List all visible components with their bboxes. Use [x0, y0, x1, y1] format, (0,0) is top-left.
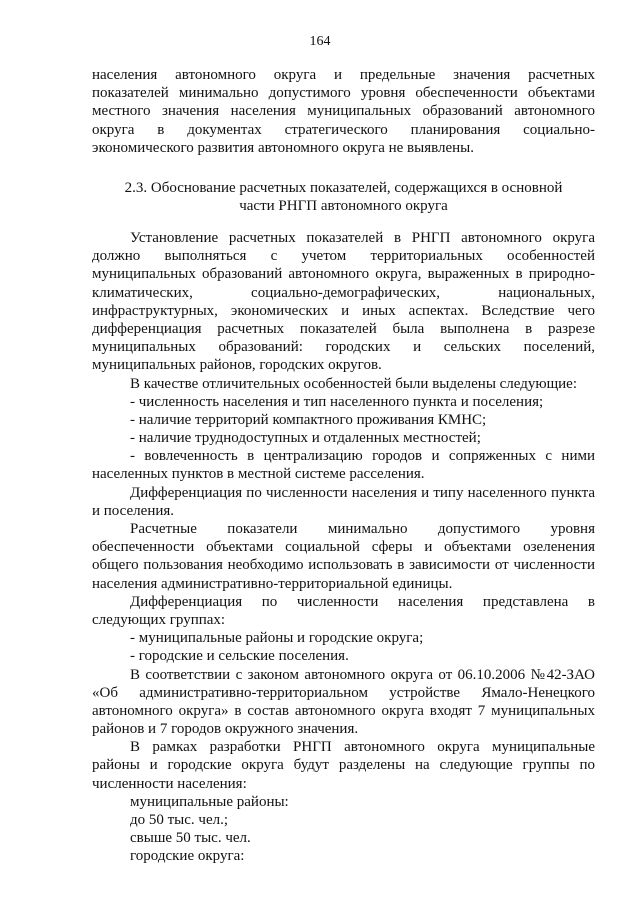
body-line: общего пользования необходимо использовать в зависимости от численности	[92, 557, 595, 574]
heading-line: части РНГП автономного округа	[239, 198, 448, 215]
body-line: - наличие труднодоступных и отдаленных местностей;	[130, 430, 481, 447]
intro-line: показателей минимально допустимого уровня обеспеченности объектами	[92, 85, 595, 102]
section-heading	[92, 179, 595, 216]
body-line: - городские и сельские поселения.	[130, 648, 349, 665]
body-line: Установление расчетных показателей в РНГП автономного округа	[130, 230, 595, 246]
intro-line: экономического развития автономного округа не выявлены.	[92, 139, 474, 156]
body-line: свыше 50 тыс. чел.	[130, 830, 251, 847]
intro-line: округа в документах стратегического планирования социально-	[92, 121, 595, 138]
body-line: районов и 7 городов окружного значения.	[92, 721, 359, 738]
section-body	[92, 229, 595, 866]
body-line: «Об административно-территориальном устройстве Ямало-Ненецкого	[92, 684, 595, 701]
body-line: климатических, социально-демографических, национальных,	[92, 284, 595, 301]
body-line: Дифференциация по численности населения представлена в	[130, 593, 595, 610]
body-line: городские округа:	[130, 848, 245, 865]
body-line: инфраструктурных, экономических и иных аспектах. Вследствие чего	[92, 302, 595, 319]
intro-paragraph	[92, 66, 595, 157]
body-line: и поселения.	[92, 502, 175, 519]
page-number: 164	[309, 34, 331, 49]
body-line: В качестве отличительных особенностей были выделены следующие:	[130, 375, 577, 392]
body-line: В соответствии с законом автономного округа от 06.10.2006 №42-ЗАО	[130, 666, 595, 683]
intro-line: населения автономного округа и предельные значения расчетных	[92, 67, 595, 83]
body-line: дифференциация расчетных показателей была выполнена в разрезе	[92, 320, 595, 337]
body-line: - муниципальные районы и городские округа;	[130, 630, 424, 647]
body-line: Дифференциация по численности населения и типу населенного пункта	[130, 484, 595, 501]
intro-line: местного значения населения муниципальных образований автономного	[92, 103, 595, 120]
body-line: Расчетные показатели минимально допустимого уровня	[130, 521, 595, 537]
body-line: районы и городские округа будут разделены на следующие группы по	[92, 757, 595, 774]
body-line: муниципальных районов, городских округов.	[92, 357, 382, 374]
body-line: муниципальные районы:	[130, 793, 289, 810]
body-line: автономного округа» в состав автономного округа входят 7 муниципальных	[92, 702, 595, 719]
body-line: населения административно-территориальной единицы.	[92, 575, 453, 592]
body-line: - численность населения и тип населенного пункта и поселения;	[130, 393, 544, 410]
body-line: населенных пунктов в местной системе расселения.	[92, 466, 425, 483]
body-line: муниципальных образований автономного округа, выраженных в природно-	[92, 266, 595, 283]
body-line: должно выполняться с учетом территориальных особенностей	[92, 248, 595, 265]
heading-line: 2.3. Обоснование расчетных показателей, содержащихся в основной	[124, 180, 563, 196]
body-line: следующих группах:	[92, 611, 226, 628]
body-line: до 50 тыс. чел.;	[130, 812, 229, 828]
body-line: обеспеченности объектами социальной сферы и объектами озеленения	[92, 539, 595, 556]
body-line: - вовлеченность в централизацию городов и сопряженных с ними	[130, 448, 595, 465]
body-line: В рамках разработки РНГП автономного округа муниципальные	[130, 739, 595, 756]
body-line: численности населения:	[92, 775, 247, 792]
body-line: - наличие территорий компактного проживания КМНС;	[130, 411, 487, 428]
body-line: муниципальных образований: городских и сельских поселений,	[92, 339, 595, 356]
